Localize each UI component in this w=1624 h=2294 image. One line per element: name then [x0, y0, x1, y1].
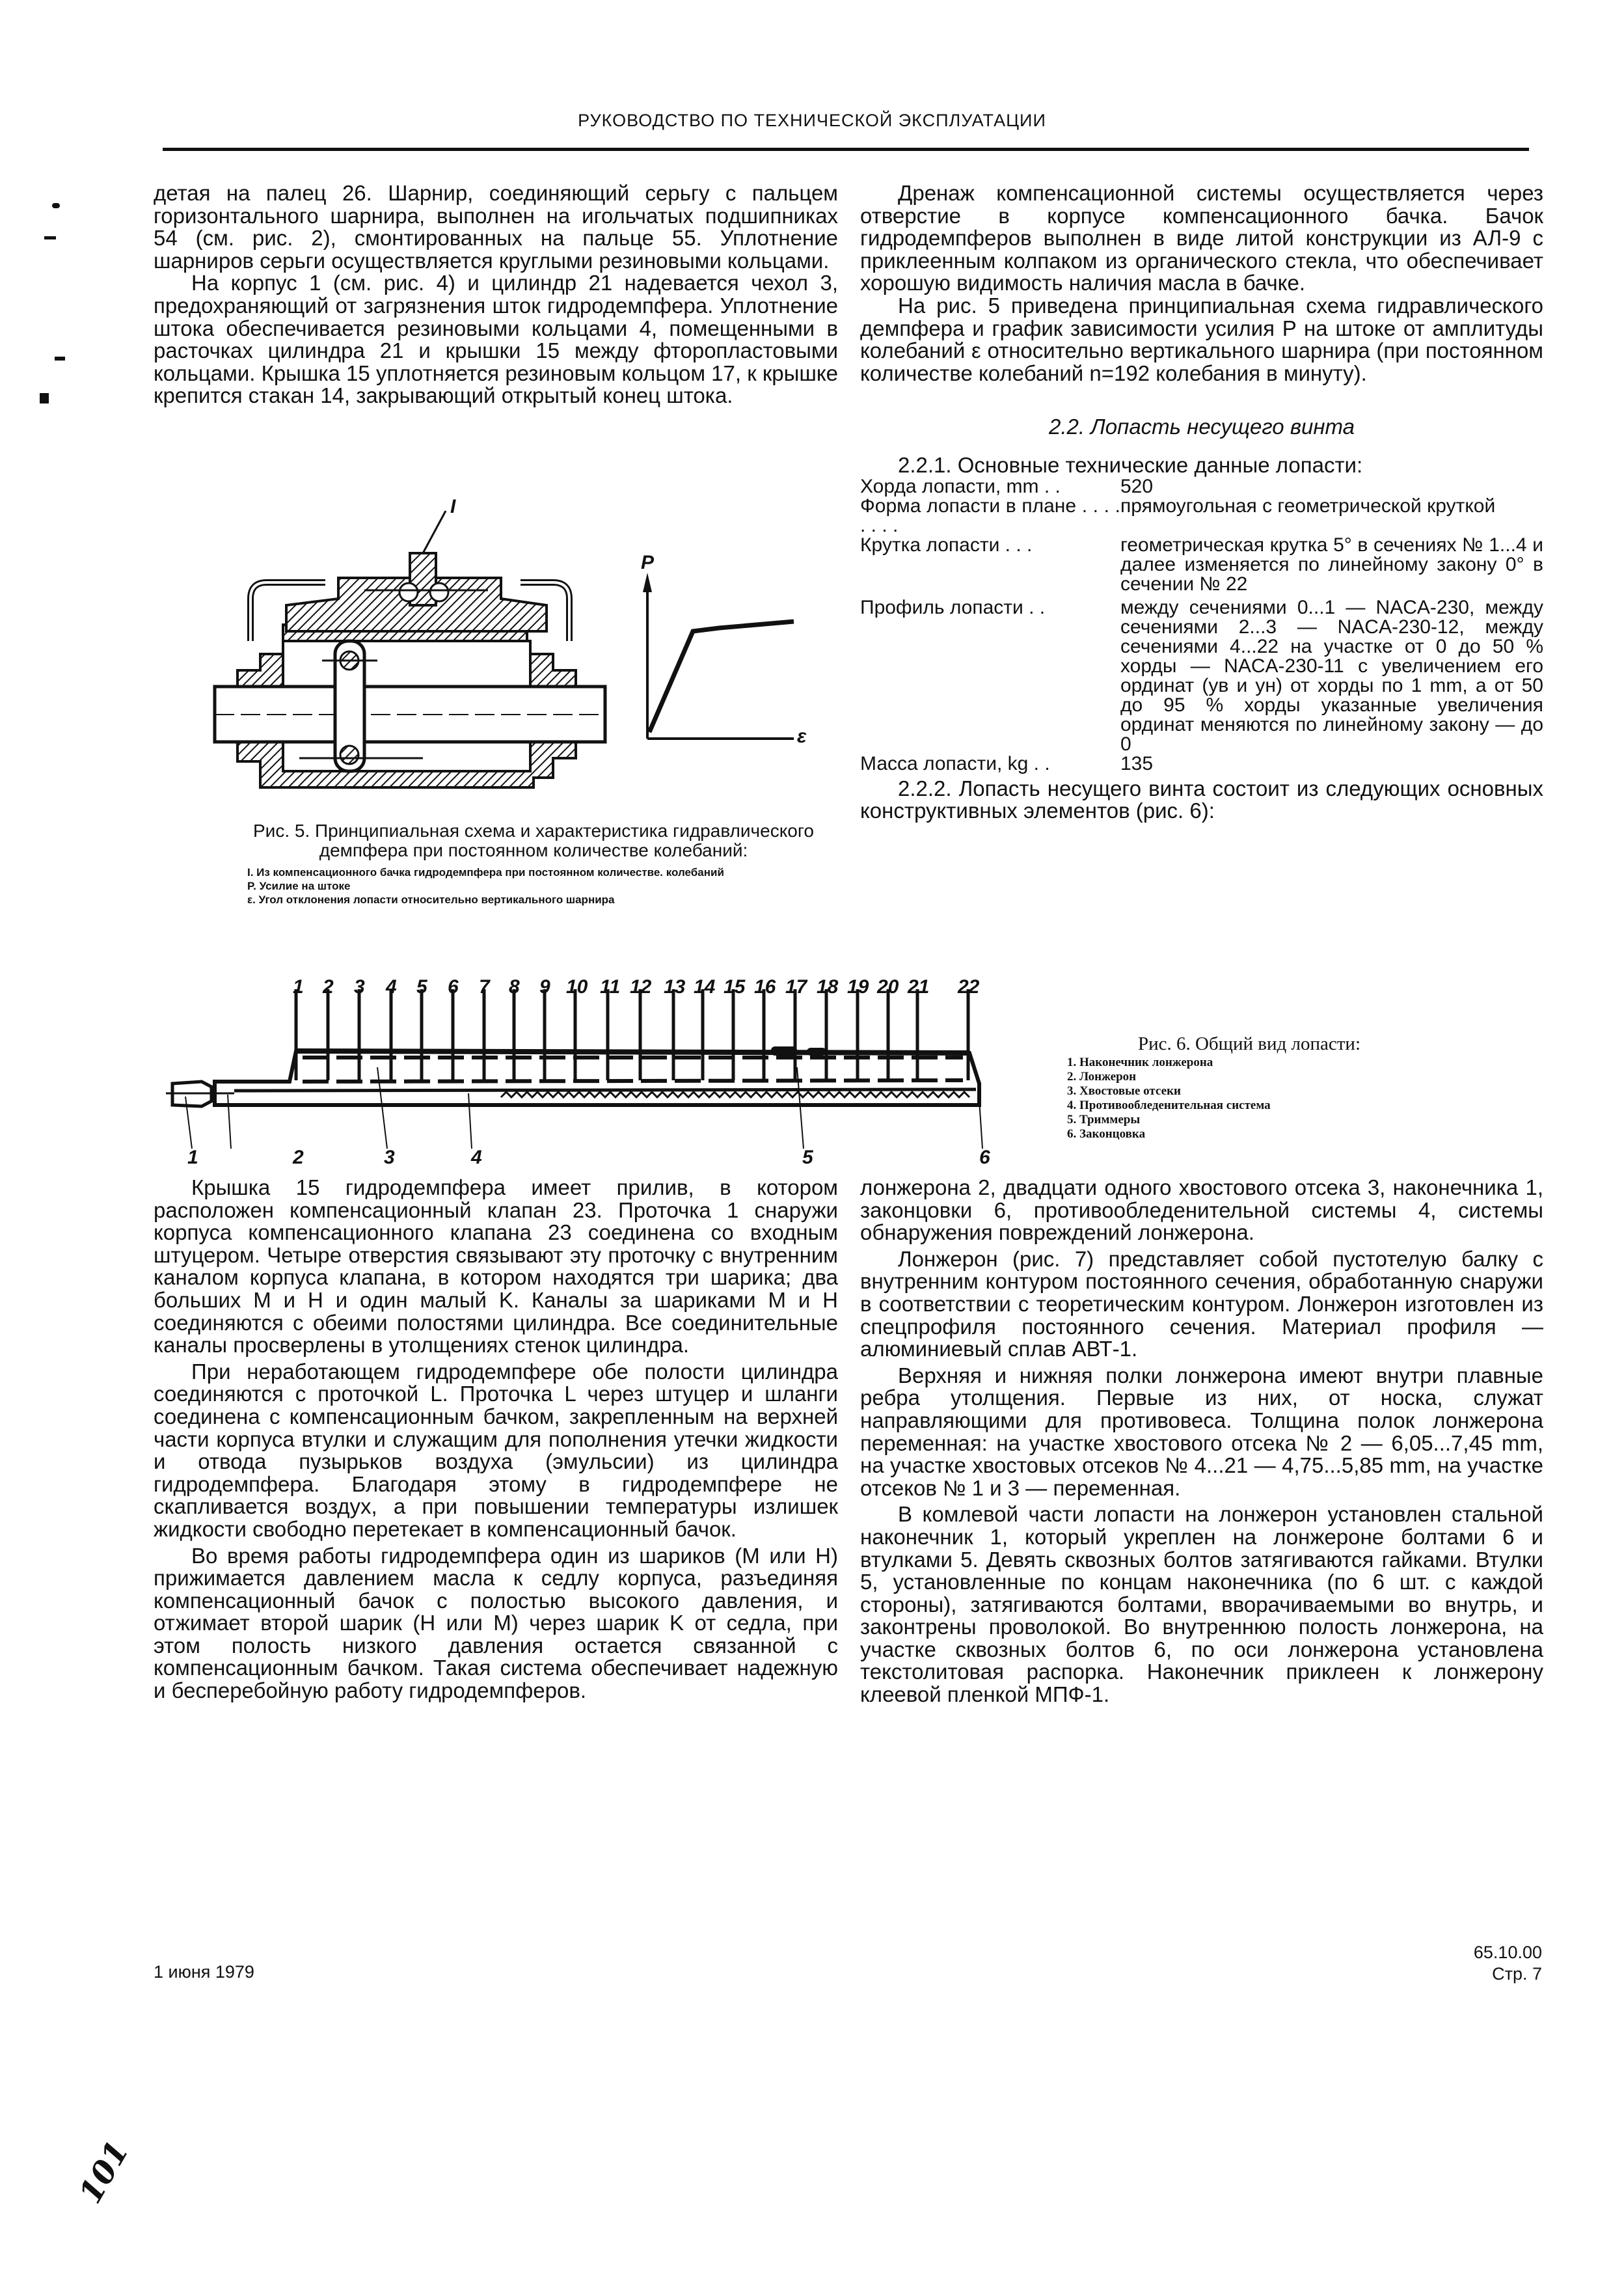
spec-table — [860, 477, 1543, 774]
section-number: 11 — [600, 976, 621, 998]
margin-speck — [55, 357, 65, 361]
paragraph: При неработающем гидродемпфере обе полости цилиндра соединяются с проточкой L. Проточка L через штуцер и шланги соединена с компенсационным бачком, закрепленным на верхней части корпуса втулки и служащим для пополнения утечки жидкости и отвода пузырьков воздуха (эмульсии) из цилиндра гидродемпфера. Благодаря этому в гидродемпфере не скапливается воздух, а при повышении температуры излишек жидкости свободно перетекает в компенсационный бачок. — [154, 1359, 838, 1541]
paragraph: 2.2.2. Лопасть несущего винта состоит из следующих основных конструктивных элементов (рис. 6): — [860, 776, 1543, 823]
section-number: 16 — [754, 976, 776, 998]
paragraph: Верхняя и нижняя полки лонжерона имеют внутри плавные ребра утолщения. Первые из них, от носка, служат направляющими для противовеса. Толщина полок лонжерона переменная: на участке хвостового отсека № 2 — 6,05...7,45 mm, на участке хвостовых отсеков № 4...21 — 4,75...5,85 mm, на участке отсеков № 1 и 3 — переменная. — [860, 1363, 1543, 1500]
legend-item: P. Усилие на штоке — [247, 880, 351, 892]
figure-6-caption: Рис. 6. Общий вид лопасти: — [1137, 1033, 1361, 1054]
handwritten-page-mark: 101 — [72, 2135, 137, 2210]
label-I: I — [450, 496, 456, 517]
figure-5 — [215, 496, 852, 820]
figure-5-caption-block — [215, 821, 852, 907]
section-number: 6 — [448, 976, 459, 998]
paragraph: детая на палец 26. Шарнир, соединяющий серьгу с пальцем горизонтального шарнира, выполнен на игольчатых подшипниках 54 (см. рис. 2), смонтированных на пальце 55. Уплотнение шарниров серьги осуществляется круглыми резиновыми кольцами. — [154, 181, 838, 273]
section-number: 20 — [877, 976, 899, 998]
running-header: РУКОВОДСТВО ПО ТЕХНИЧЕСКОЙ ЭКСПЛУАТАЦИИ — [578, 111, 1046, 130]
callout-3: 3 — [384, 1147, 395, 1168]
paragraph: лонжерона 2, двадцати одного хвостового отсека 3, наконечника 1, законцовки 6, противообледенительной системы 4, системы обнаружения повреждений лонжерона. — [860, 1175, 1543, 1245]
margin-speck — [44, 236, 56, 239]
paragraph: Дренаж компенсационной системы осуществляется через отверстие в корпусе компенсационного бачка. Бачок гидродемпферов выполнен в виде литой конструкции из АЛ-9 с приклеенным колпаком из органического стекла, что обеспечивает хорошую видимость наличия масла в бачке. — [860, 181, 1543, 295]
right-column-bottom — [860, 1177, 1543, 1706]
paragraph: Лонжерон (рис. 7) представляет собой пустотелую балку с внутренним контуром постоянного сечения, обработанную снаружи в соответствии с теоретическим контуром. Лонжерон изготовлен из спецпрофиля постоянного сечения. Материал профиля — алюминиевый сплав АВТ-1. — [860, 1246, 1543, 1361]
section-number: 4 — [386, 976, 397, 998]
section-number: 12 — [630, 976, 652, 998]
paragraph: Во время работы гидродемпфера один из шариков (M или H) прижимается давлением масла к седлу корпуса, разъединяя компенсационный бачок с полостью высокого давления, и отжимает второй шарик (H или M) через шарик K от седла, при этом полость низкого давления остается связанной с компенсационным бачком. Такая система обеспечивает надежную и бесперебойную работу гидродемпферов. — [154, 1543, 838, 1703]
section-number: 13 — [664, 976, 686, 998]
callout-2: 2 — [293, 1147, 304, 1168]
legend-item: 3. Хвостовые отсеки — [1067, 1084, 1181, 1098]
figure-5-caption: Рис. 5. Принципиальная схема и характеристика гидравлического демпфера при постоянном количестве колебаний: — [253, 821, 814, 860]
section-number: 5 — [416, 976, 427, 998]
spec-row: Форма лопасти в плане . . . . . . . . прямоугольная с геометрической круткой — [860, 495, 1496, 536]
section-number: 14 — [694, 976, 716, 998]
legend-item: I. Из компенсационного бачка гидродемпфера при постоянном количестве. колебаний — [247, 866, 724, 879]
figure-6 — [163, 976, 1022, 1171]
footer-page-number: Стр. 7 — [1492, 1964, 1542, 1984]
legend-item: 1. Наконечник лонжерона — [1067, 1056, 1213, 1069]
callout-4: 4 — [471, 1147, 482, 1168]
spec-row: Масса лопасти, kg . . 135 — [860, 752, 1154, 774]
legend-item: 4. Противообледенительная система — [1067, 1099, 1271, 1112]
paragraph: В комлевой части лопасти на лонжерон установлен стальной наконечник 1, который укреплен на лонжероне болтами 6 и втулками 5. Девять сквозных болтов затягиваются гайками. Втулки 5, установленные по концам наконечника (по 6 шт. с каждой стороны), затягиваются болтами, вворачиваемыми во внутрь, и законтрены проволокой. Во внутреннюю полость лонжерона, на участке сквозных болтов 6, по оси лонжерона установлена текстолитовая распорка. Наконечник приклеен к лонжерону клеевой пленкой МПФ-1. — [860, 1502, 1543, 1707]
callout-5: 5 — [802, 1147, 813, 1168]
section-number: 15 — [724, 976, 746, 998]
hydraulic-damper-diagram — [215, 501, 852, 820]
section-number: 9 — [539, 976, 550, 998]
section-number: 21 — [908, 976, 930, 998]
section-number: 10 — [566, 976, 588, 998]
section-title: 2.2. Лопасть несущего винта — [1048, 415, 1355, 439]
margin-speck — [40, 393, 49, 403]
legend-item: 2. Лонжерон — [1067, 1070, 1137, 1084]
callout-6: 6 — [979, 1147, 990, 1168]
section-number: 8 — [509, 976, 520, 998]
section-number: 3 — [354, 976, 365, 998]
legend-item: 6. Законцовка — [1067, 1127, 1146, 1141]
left-column-bottom — [154, 1177, 838, 1702]
subsection-heading: 2.2.1. Основные технические данные лопасти: — [898, 452, 1363, 477]
callout-1: 1 — [187, 1147, 198, 1168]
paragraph: На корпус 1 (см. рис. 4) и цилиндр 21 надевается чехол 3, предохраняющий от загрязнения шток гидродемпфера. Уплотнение штока обеспечивается резиновыми кольцами 4, помещенными в расточках цилиндра 21 и крышки 15 между фторопластовыми кольцами. Крышка 15 уплотняется резиновым кольцом 17, к крышке крепится стакан 14, закрывающий открытый конец штока. — [154, 271, 838, 408]
section-number: 19 — [847, 976, 869, 998]
footer-date: 1 июня 1979 — [154, 1962, 254, 1982]
left-column-top — [154, 182, 838, 407]
margin-speck — [52, 203, 60, 208]
spec-row: Крутка лопасти . . . геометрическая крутка 5° в сечениях № 1...4 и далее изменяется по линейному закону 0° в сечении № 22 — [860, 534, 1543, 595]
spec-row: Хорда лопасти, mm . . 520 — [860, 475, 1154, 497]
figure-6-caption-block — [1067, 1033, 1431, 1141]
section-number: 17 — [785, 976, 807, 998]
axis-label-epsilon: ε — [797, 726, 807, 747]
footer-doc-code: 65.10.00 — [1473, 1943, 1542, 1962]
figure-5-legend — [247, 866, 807, 907]
axis-label-p: P — [641, 552, 655, 573]
section-number: 2 — [323, 976, 334, 998]
header-rule — [163, 148, 1529, 151]
legend-item: ε. Угол отклонения лопасти относительно вертикального шарнира — [247, 894, 615, 906]
section-number: 1 — [293, 976, 304, 998]
right-column-top — [860, 182, 1543, 823]
legend-item: 5. Триммеры — [1067, 1113, 1141, 1127]
spec-row: Профиль лопасти . . между сечениями 0...1 — NACA-230, между сечениями 2...3 — NACA-230-12, между сечениями 4...22 на участке от 0 до 50 % хорды — NACA-230-11 с увеличением его ординат (yв и yн) от хорды по 1 mm, а от 50 до 95 % хорды указанные увеличения ординат меняются по линейному закону — до 0 — [860, 596, 1543, 755]
rotor-blade-diagram — [163, 976, 1022, 1171]
figure-6-legend — [1067, 1056, 1431, 1141]
section-number: 22 — [958, 976, 980, 998]
paragraph: На рис. 5 приведена принципиальная схема гидравлического демпфера и график зависимости усилия P на штоке от амплитуды колебаний ε относительно вертикального шарнира (при постоянном количестве колебаний n=192 колебания в минуту). — [860, 293, 1543, 385]
section-number: 18 — [817, 976, 839, 998]
paragraph: Крышка 15 гидродемпфера имеет прилив, в котором расположен компенсационный клапан 23. Проточка 1 снаружи корпуса компенсационного клапана 23 соединена со входным штуцером. Четыре отверстия связывают эту проточку с внутренним каналом корпуса клапана, в котором находятся три шарика; два больших M и H и один малый K. Каналы за шариками M и H соединяются с обеими полостями цилиндра. Все соединительные каналы просверлены в утолщениях стенок цилиндра. — [154, 1175, 838, 1358]
section-number: 7 — [479, 976, 490, 998]
